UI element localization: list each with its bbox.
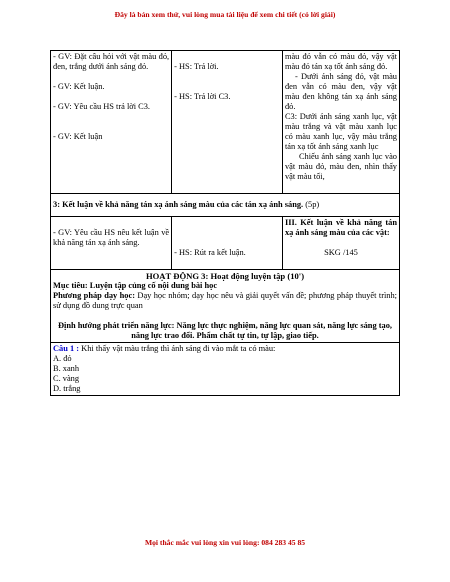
answer-option: C. vàng xyxy=(53,374,80,383)
objective-label: Mục tiêu: xyxy=(53,281,88,290)
activity-3-row xyxy=(51,270,400,343)
activity-3-cell xyxy=(51,270,400,343)
competency-text: Năng lực thực nghiệm, năng lực quan sát, năng lực sáng tạo, năng lực trao đổi. Phẩm chất tự tin, tự lập, giao tiếp. xyxy=(131,321,393,340)
question-cell xyxy=(51,343,400,396)
teacher-step: - GV: Đặt câu hỏi với vật màu đỏ, đen, trắng dưới ánh sáng đỏ. xyxy=(53,52,170,71)
section-3-title: 3: Kết luận về khả năng tán xạ ánh sáng màu của các tán xạ ánh sáng. xyxy=(53,200,304,209)
student-step: - HS: Trả lời C3. xyxy=(174,92,231,101)
content-text: - Dưới ánh sáng đỏ, vật màu đen vẫn có màu đen, vậy vật màu đen không tán xạ ánh sáng đỏ. xyxy=(284,72,397,111)
competency-label: Định hướng phát triển năng lực: xyxy=(57,321,175,330)
activity-row-2 xyxy=(51,217,400,270)
conclusion-heading: III. Kết luận về khả năng tán xạ ánh sáng màu của các vật: xyxy=(284,218,397,237)
student-activity-cell xyxy=(172,217,283,270)
question-text: Khi thấy vật màu trắng thì ánh sáng đi vào mắt ta có màu: xyxy=(81,344,276,353)
content-text: C3: Dưới ánh sáng xanh lục, vật màu trắng và vật màu xanh lục có màu xanh lục, vậy màu trắng tán xạ tốt ánh sáng xanh lục xyxy=(284,112,397,151)
teacher-step: - GV: Yêu cầu HS trả lời C3. xyxy=(53,102,150,111)
question-line xyxy=(53,344,397,354)
section-3-row xyxy=(51,194,400,217)
teacher-activity-cell xyxy=(51,51,172,194)
content-text: màu đỏ vẫn có màu đỏ, vậy vật màu đỏ tán xạ tốt ánh sáng đỏ. xyxy=(284,52,397,71)
question-row xyxy=(51,343,400,396)
preview-banner: Đây là bản xem thử, vui lòng mua tài liệu để xem chi tiết (có lời giải) xyxy=(114,10,336,19)
teacher-step: - GV: Yêu cầu HS nêu kết luận về khả năng tán xạ ánh sáng. xyxy=(53,228,170,247)
answer-option: A. đỏ xyxy=(53,354,72,363)
content-cell xyxy=(282,217,399,270)
section-3-heading xyxy=(51,194,400,217)
answer-option: B. xanh xyxy=(53,364,80,373)
textbook-reference: SKG /145 xyxy=(324,248,358,257)
method-label: Phương pháp dạy học: xyxy=(53,291,135,300)
lesson-plan-table xyxy=(50,50,400,396)
content-text: Chiếu ánh sáng xanh lục vào vật màu đỏ, màu đen, nhìn thấy vật màu tối, xyxy=(284,152,397,181)
answer-option: D. trắng xyxy=(53,384,81,393)
student-step: - HS: Rút ra kết luận. xyxy=(174,248,246,257)
section-3-time: (5p) xyxy=(305,200,320,209)
objective-text: Luyện tập củng cố nội dung bài học xyxy=(89,281,218,290)
objective-line xyxy=(53,281,397,291)
activity-title: HOẠT ĐỘNG 3: Hoạt động luyện tập (10') xyxy=(145,271,305,281)
method-text: Dạy học nhóm; dạy học nêu và giải quyết vấn đề; phương pháp thuyết trình; sử dụng đồ dung trực quan xyxy=(53,291,398,310)
activity-row-1 xyxy=(51,51,400,194)
method-line xyxy=(53,291,397,311)
contact-banner: Mọi thắc mắc vui lòng xin vui lòng: 084 283 45 85 xyxy=(144,538,306,547)
student-activity-cell xyxy=(172,51,283,194)
teacher-step: - GV: Kết luận. xyxy=(53,82,105,91)
teacher-activity-cell xyxy=(51,217,172,270)
student-step: - HS: Trả lời. xyxy=(174,62,219,71)
question-label: Câu 1 : xyxy=(53,344,80,353)
teacher-step: - GV: Kết luận xyxy=(53,132,103,141)
competency-line xyxy=(53,321,397,341)
content-cell xyxy=(282,51,399,194)
